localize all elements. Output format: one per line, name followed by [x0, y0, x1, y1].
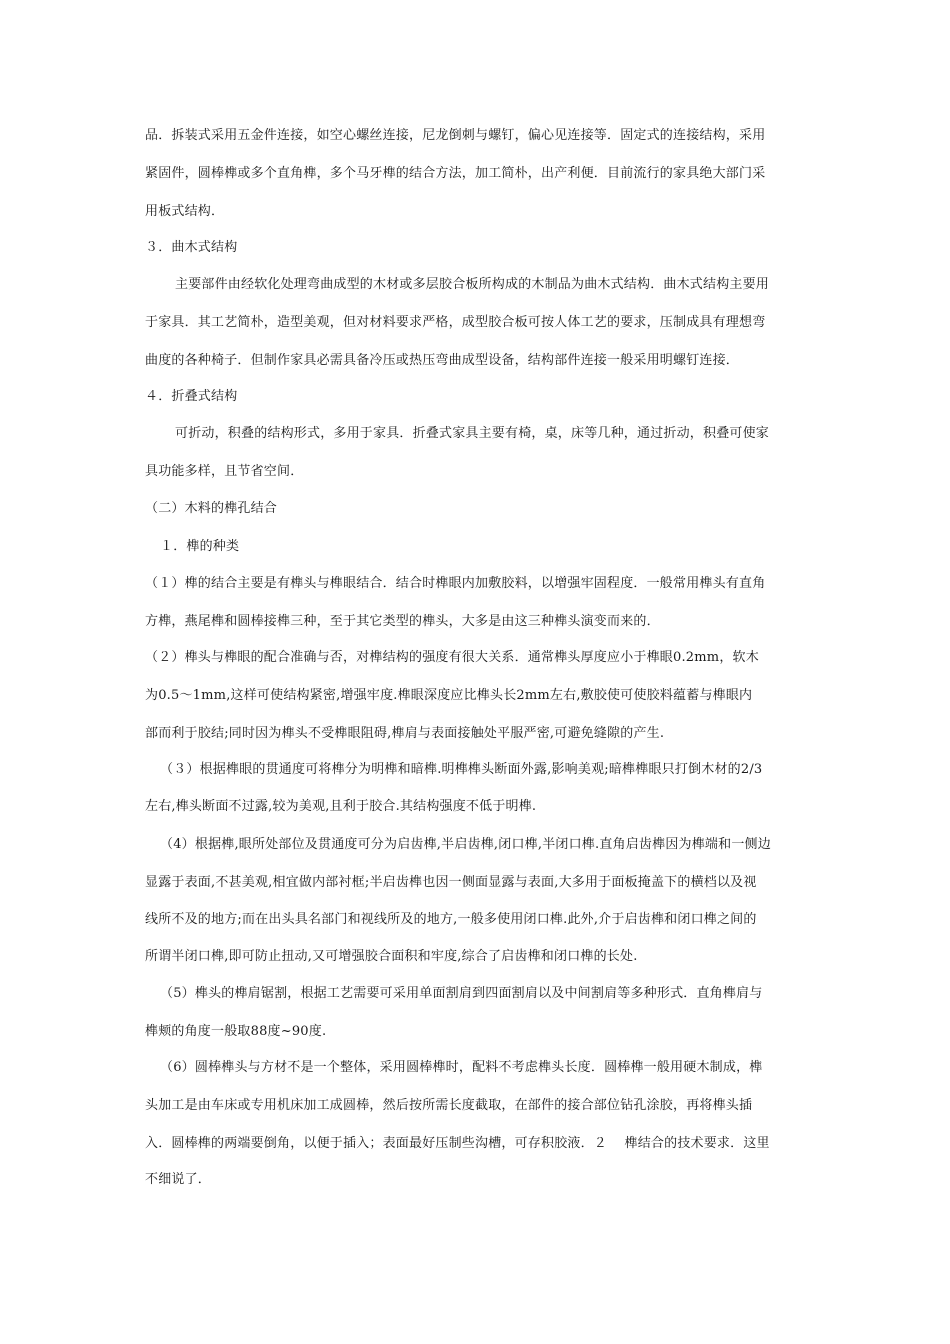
text-line: 紧固件，圆棒榫或多个直角榫，多个马牙榫的结合方法，加工简朴，出产利便．目前流行的家具绝大部门采 — [145, 166, 766, 181]
text-line: 可折动，积叠的结构形式，多用于家具．折叠式家具主要有椅，桌，床等几种，通过折动，积叠可使家 — [175, 426, 770, 441]
text-line: （１）榫的结合主要是有榫头与榫眼结合．结合时榫眼内加敷胶料，以增强牢固程度．一般常用榫头有直角 — [145, 576, 766, 591]
text-line: 用板式结构． — [145, 204, 225, 219]
subheading-1: １．榫的种类 — [160, 539, 240, 554]
text-line: 品．拆装式采用五金件连接，如空心螺丝连接，尼龙倒刺与螺钉，偏心见连接等．固定式的连接结构，采用 — [145, 128, 766, 143]
text-line: 榫颊的角度一般取88度~90度. — [145, 1024, 327, 1039]
text-line: 于家具．其工艺简朴，造型美观，但对材料要求严格，成型胶合板可按人体工艺的要求，压制成具有理想弯 — [145, 315, 766, 330]
section-heading-2: （二）木料的榫孔结合 — [145, 501, 278, 516]
text-line: 具功能多样，且节省空间． — [145, 464, 304, 479]
text-line: 所谓半闭口榫,即可防止扭动,又可增强胶合面积和牢度,综合了启齿榫和闭口榫的长处. — [145, 949, 638, 964]
text-line: 主要部件由经软化处理弯曲成型的木材或多层胶合板所构成的木制品为曲木式结构．曲木式结构主要用 — [175, 277, 770, 292]
text-line: 不细说了． — [145, 1172, 212, 1187]
text-line: 为0.5～1mm,这样可使结构紧密,增强牢度.榫眼深度应比榫头长2mm左右,敷胶使可使胶料蕴蓄与榫眼内 — [145, 688, 753, 703]
text-line: 曲度的各种椅子．但制作家具必需具备冷压或热压弯曲成型设备，结构部件连接一般采用明螺钉连接． — [145, 353, 740, 368]
text-line: 入．圆棒榫的两端要倒角，以便于插入；表面最好压制些沟槽，可存积胶液．２ 榫结合的技术要求．这里 — [145, 1136, 770, 1151]
text-line: （２）榫头与榫眼的配合准确与否，对榫结构的强度有很大关系．通常榫头厚度应小于榫眼0.2mm，软木 — [145, 650, 759, 665]
section-heading-4: ４．折叠式结构 — [145, 389, 238, 404]
text-line: 部而利于胶结;同时因为榫头不受榫眼阻碍,榫肩与表面接触处平服严密,可避免缝隙的产生. — [145, 726, 665, 741]
text-line: 左右,榫头断面不过露,较为美观,且利于胶合.其结构强度不低于明榫. — [145, 799, 537, 814]
section-heading-3: ３．曲木式结构 — [145, 240, 238, 255]
text-line: 显露于表面,不甚美观,相宜做内部衬框;半启齿榫也因一侧面显露与表面,大多用于面板掩盖下的横档以及视 — [145, 875, 757, 890]
text-line: （6）圆棒榫头与方材不是一个整体，采用圆棒榫时，配料不考虑榫头长度．圆棒榫一般用硬木制成，榫 — [160, 1060, 763, 1075]
text-line: 线所不及的地方;而在出头具名部门和视线所及的地方,一般多使用闭口榫.此外,介于启齿榫和闭口榫之间的 — [145, 912, 757, 927]
text-line: （4）根据榫,眼所处部位及贯通度可分为启齿榫,半启齿榫,闭口榫,半闭口榫.直角启齿榫因为榫端和一侧边 — [160, 837, 771, 852]
text-line: （5）榫头的榫肩锯割，根据工艺需要可采用单面割肩到四面割肩以及中间割肩等多种形式．直角榫肩与 — [160, 986, 763, 1001]
text-line: 方榫，燕尾榫和圆棒接榫三种，至于其它类型的榫头，大多是由这三种榫头演变而来的． — [145, 614, 660, 629]
text-line: 头加工是由车床或专用机床加工成圆棒，然后按所需长度截取，在部件的接合部位钻孔涂胶，再将榫头插 — [145, 1098, 753, 1113]
text-line: （３）根据榫眼的贯通度可将榫分为明榫和暗榫.明榫榫头断面外露,影响美观;暗榫榫眼只打倒木材的2/3 — [160, 762, 763, 777]
